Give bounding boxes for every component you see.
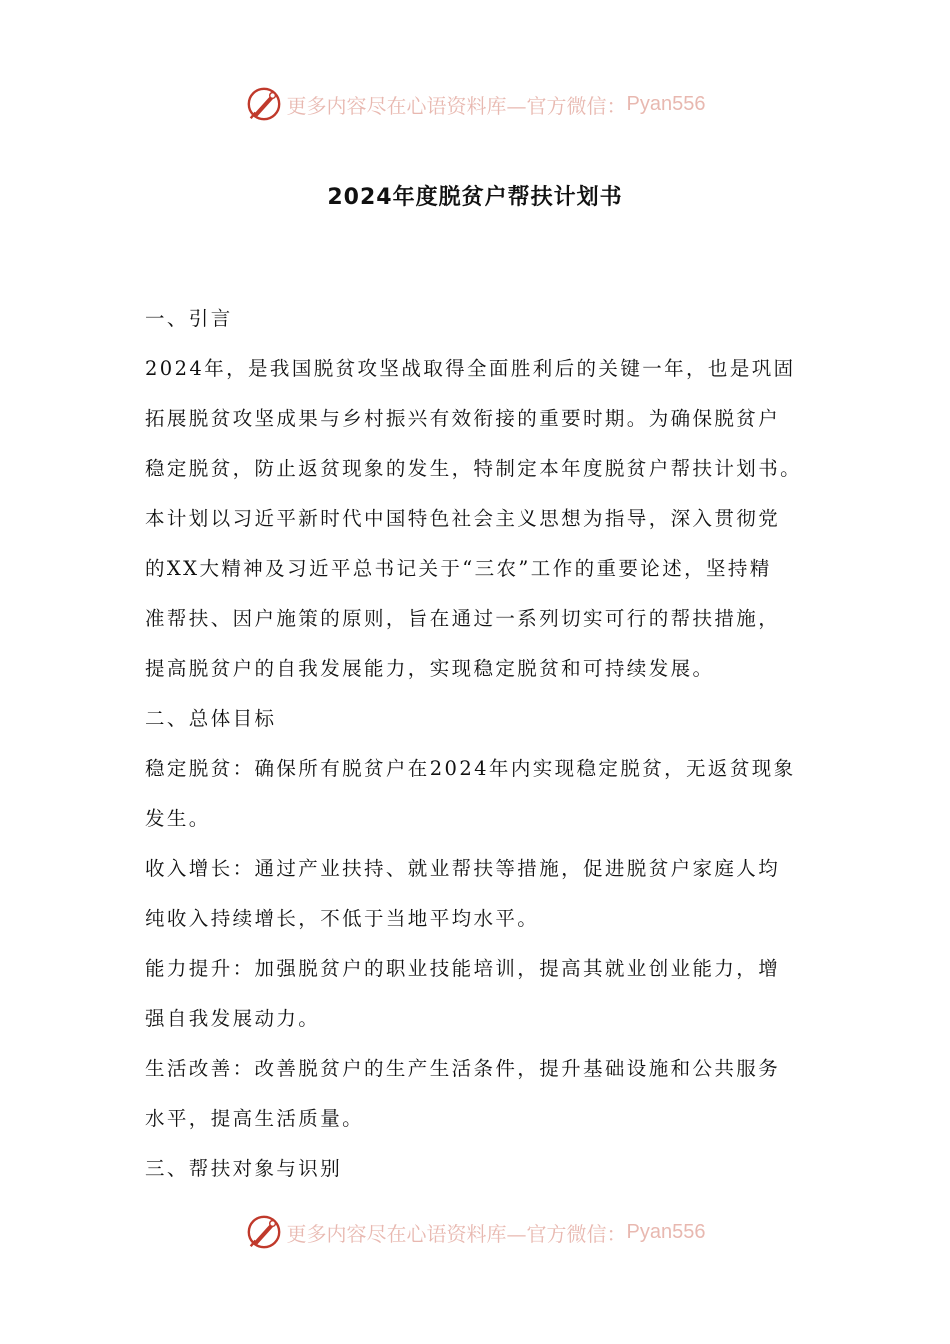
- section-heading-goals: 二、总体目标: [145, 707, 277, 730]
- body-line: 生活改善：改善脱贫户的生产生活条件，提升基础设施和公共服务: [145, 1057, 781, 1080]
- body-line: 本计划以习近平新时代中国特色社会主义思想为指导，深入贯彻党: [145, 507, 781, 530]
- feather-pen-logo-icon: [245, 1213, 283, 1251]
- feather-pen-logo-icon: [245, 85, 283, 123]
- document-body: [145, 294, 825, 1194]
- body-line: 水平，提高生活质量。: [145, 1107, 365, 1130]
- section-heading-intro: 一、引言: [145, 307, 233, 330]
- document-title: 2024年度脱贫户帮扶计划书: [327, 185, 623, 210]
- banner-text: 更多内容尽在心语资料库—官方微信：: [286, 1221, 627, 1246]
- body-line: 收入增长：通过产业扶持、就业帮扶等措施，促进脱贫户家庭人均: [145, 857, 781, 880]
- body-line: 拓展脱贫攻坚成果与乡村振兴有效衔接的重要时期。为确保脱贫户: [145, 407, 781, 430]
- body-line: 稳定脱贫，防止返贫现象的发生，特制定本年度脱贫户帮扶计划书。: [145, 457, 803, 480]
- body-line: 准帮扶、因户施策的原则，旨在通过一系列切实可行的帮扶措施，: [145, 607, 781, 630]
- section-heading-targets: 三、帮扶对象与识别: [145, 1157, 343, 1180]
- banner-wechat-id: Pyan556: [626, 1220, 706, 1243]
- header-watermark-banner: [0, 82, 950, 126]
- body-line: 强自我发展动力。: [145, 1007, 321, 1030]
- body-line: 提高脱贫户的自我发展能力，实现稳定脱贫和可持续发展。: [145, 657, 715, 680]
- banner-wechat-id: Pyan556: [626, 92, 706, 115]
- footer-watermark-banner: [0, 1210, 950, 1254]
- body-line: 2024年，是我国脱贫攻坚战取得全面胜利后的关键一年，也是巩固: [145, 357, 796, 380]
- banner-text: 更多内容尽在心语资料库—官方微信：: [286, 93, 627, 118]
- body-line: 能力提升：加强脱贫户的职业技能培训，提高其就业创业能力，增: [145, 957, 781, 980]
- body-line: 发生。: [145, 807, 211, 830]
- body-line: 稳定脱贫：确保所有脱贫户在2024年内实现稳定脱贫，无返贫现象: [145, 757, 796, 780]
- body-line: 纯收入持续增长，不低于当地平均水平。: [145, 907, 540, 930]
- body-line: 的XX大精神及习近平总书记关于“三农”工作的重要论述，坚持精: [145, 557, 772, 580]
